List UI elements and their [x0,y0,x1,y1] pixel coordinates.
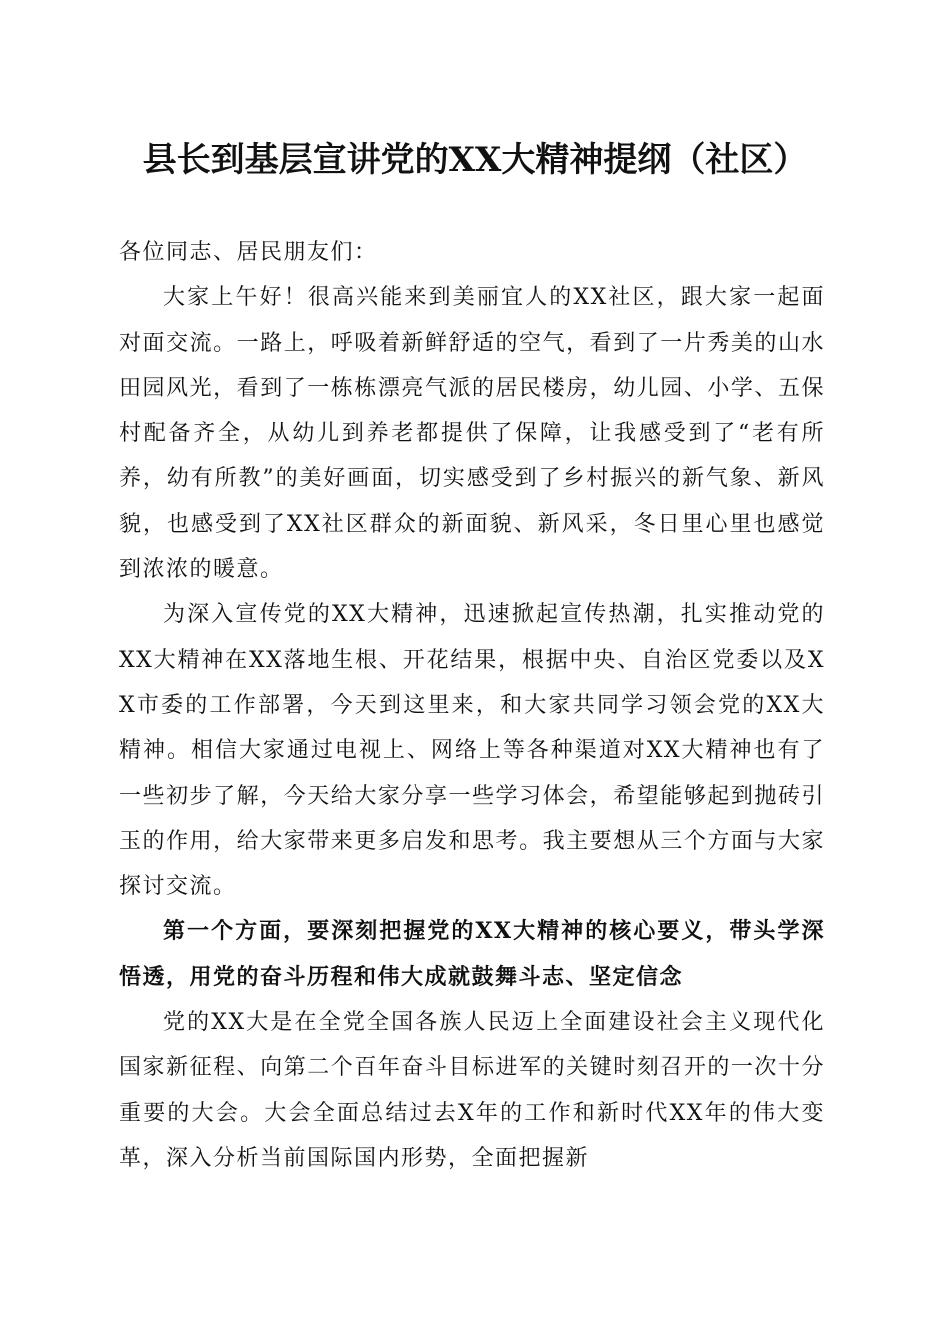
section-heading: 第一个方面，要深刻把握党的XX大精神的核心要义，带头学深悟透，用党的奋斗历程和伟大成就鼓舞斗志、坚定信念 [119,918,826,990]
document-body [119,230,825,1181]
paragraph-purpose: 为深入宣传党的XX大精神，迅速掀起宣传热潮，扎实推动党的XX大精神在XX落地生根、开花结果，根据中央、自治区党委以及XX市委的工作部署，今天到这里来，和大家共同学习领会党的XX大精神。相信大家通过电视上、网络上等各种渠道对XX大精神也有了一些初步了解，今天给大家分享一些学习体会，希望能够起到抛砖引玉的作用，给大家带来更多启发和思考。我主要想从三个方面与大家探讨交流。 [119,602,825,900]
section-paragraph: 党的XX大是在全党全国各族人民迈上全面建设社会主义现代化国家新征程、向第二个百年奋斗目标进军的关键时刻召开的一次十分重要的大会。大会全面总结过去X年的工作和新时代XX年的伟大变革，深入分析当前国际国内形势，全面把握新 [119,1010,825,1171]
paragraph-greeting: 大家上午好！很高兴能来到美丽宜人的XX社区，跟大家一起面对面交流。一路上，呼吸着新鲜舒适的空气，看到了一片秀美的山水田园风光，看到了一栋栋漂亮气派的居民楼房，幼儿园、小学、五保村配备齐全，从幼儿到养老都提供了保障，让我感受到了“老有所养，幼有所教”的美好画面，切实感受到了乡村振兴的新气象、新风貌，也感受到了XX社区群众的新面貌、新风采，冬日里心里也感觉到浓浓的暖意。 [119,285,825,583]
salutation: 各位同志、居民朋友们： [119,240,378,265]
document-title: 县长到基层宣讲党的XX大精神提纲（社区） [142,140,808,180]
